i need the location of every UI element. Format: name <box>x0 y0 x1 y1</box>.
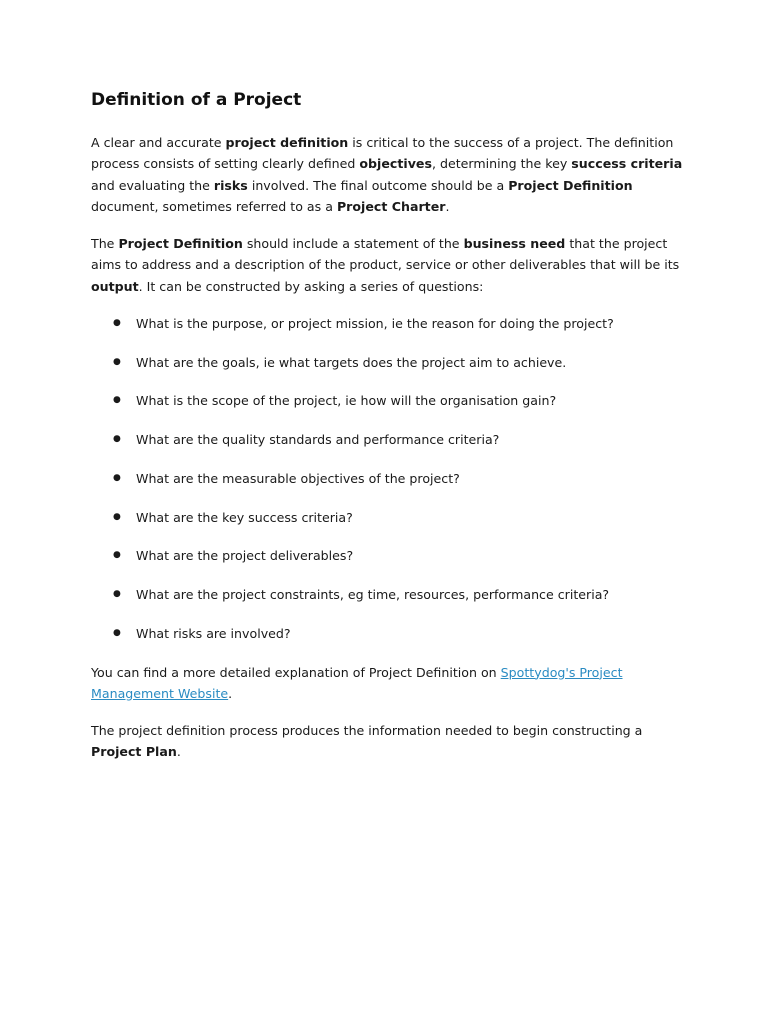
intro-bold-success-criteria: success criteria <box>571 156 683 172</box>
question-text: What is the purpose, or project mission, ie the reason for doing the project? <box>136 316 614 332</box>
bullet-icon: ● <box>113 511 121 522</box>
question-text: What are the project constraints, eg time, resources, performance criteria? <box>136 586 610 602</box>
intro-paragraph <box>91 132 691 217</box>
project-definition-paragraph <box>91 233 691 297</box>
question-text: What risks are involved? <box>136 625 291 641</box>
further-text-1: You can find a more detailed explanation of Project Definition on <box>91 664 501 680</box>
intro-text-1: A clear and accurate <box>91 135 226 150</box>
pd-bold-project-definition: Project Definition <box>118 236 243 252</box>
list-item <box>91 545 691 566</box>
questions-list <box>91 313 691 644</box>
intro-bold-project-definition: project definition <box>225 135 349 150</box>
list-item <box>91 352 691 373</box>
pd-text-1: The <box>91 236 119 252</box>
list-item <box>91 313 691 334</box>
list-item <box>91 584 691 605</box>
intro-text-3: , determining the key <box>431 156 572 172</box>
page-title: Definition of a Project <box>91 90 302 110</box>
question-text: What are the project deliverables? <box>136 548 354 564</box>
further-reading-paragraph <box>91 662 691 705</box>
intro-bold-risks: risks <box>213 177 248 193</box>
question-text: What are the quality standards and performance criteria? <box>136 432 500 448</box>
list-item <box>91 507 691 528</box>
bullet-icon: ● <box>113 356 121 367</box>
bullet-icon: ● <box>113 550 121 561</box>
pd-text-3: that the project aims to address and a description of the product, service or other deliverables that will be its <box>91 236 680 273</box>
bullet-icon: ● <box>113 434 121 445</box>
intro-text-7: . <box>445 198 450 214</box>
list-item <box>91 429 691 450</box>
question-text: What are the goals, ie what targets does the project aim to achieve. <box>136 354 567 370</box>
list-item <box>91 623 691 644</box>
bullet-icon: ● <box>113 627 121 638</box>
closing-text-1: The project definition process produces the information needed to begin constructing a <box>91 723 643 739</box>
closing-bold-project-plan: Project Plan <box>91 744 177 760</box>
bullet-icon: ● <box>113 395 121 406</box>
further-text-2: . <box>228 685 233 701</box>
bullet-icon: ● <box>113 318 121 329</box>
intro-text-4: and evaluating the <box>91 177 214 193</box>
question-text: What are the measurable objectives of the project? <box>136 470 460 486</box>
bullet-icon: ● <box>113 472 121 483</box>
question-text: What is the scope of the project, ie how will the organisation gain? <box>136 393 557 409</box>
document-page <box>91 88 691 779</box>
intro-bold-objectives: objectives <box>359 156 432 172</box>
bullet-icon: ● <box>113 588 121 599</box>
pd-bold-business-need: business need <box>463 236 566 252</box>
intro-text-5: involved. The final outcome should be a <box>247 177 509 193</box>
pd-text-4: . It can be constructed by asking a series of questions: <box>138 278 484 294</box>
intro-text-6: document, sometimes referred to as a <box>91 198 337 214</box>
list-item <box>91 390 691 411</box>
pd-bold-output: output <box>91 278 139 294</box>
intro-text-2: is critical to the success of a project. The definition process consists of setting clearly defined <box>91 135 674 172</box>
closing-text-2: . <box>176 744 181 760</box>
intro-bold-project-charter: Project Charter <box>336 198 446 214</box>
intro-bold-project-definition-doc: Project Definition <box>508 177 633 193</box>
list-item <box>91 468 691 489</box>
closing-paragraph <box>91 720 691 763</box>
question-text: What are the key success criteria? <box>136 509 353 525</box>
spottydog-website-link[interactable]: Spottydog's Project Management Website <box>91 664 623 701</box>
pd-text-2: should include a statement of the <box>242 236 464 252</box>
